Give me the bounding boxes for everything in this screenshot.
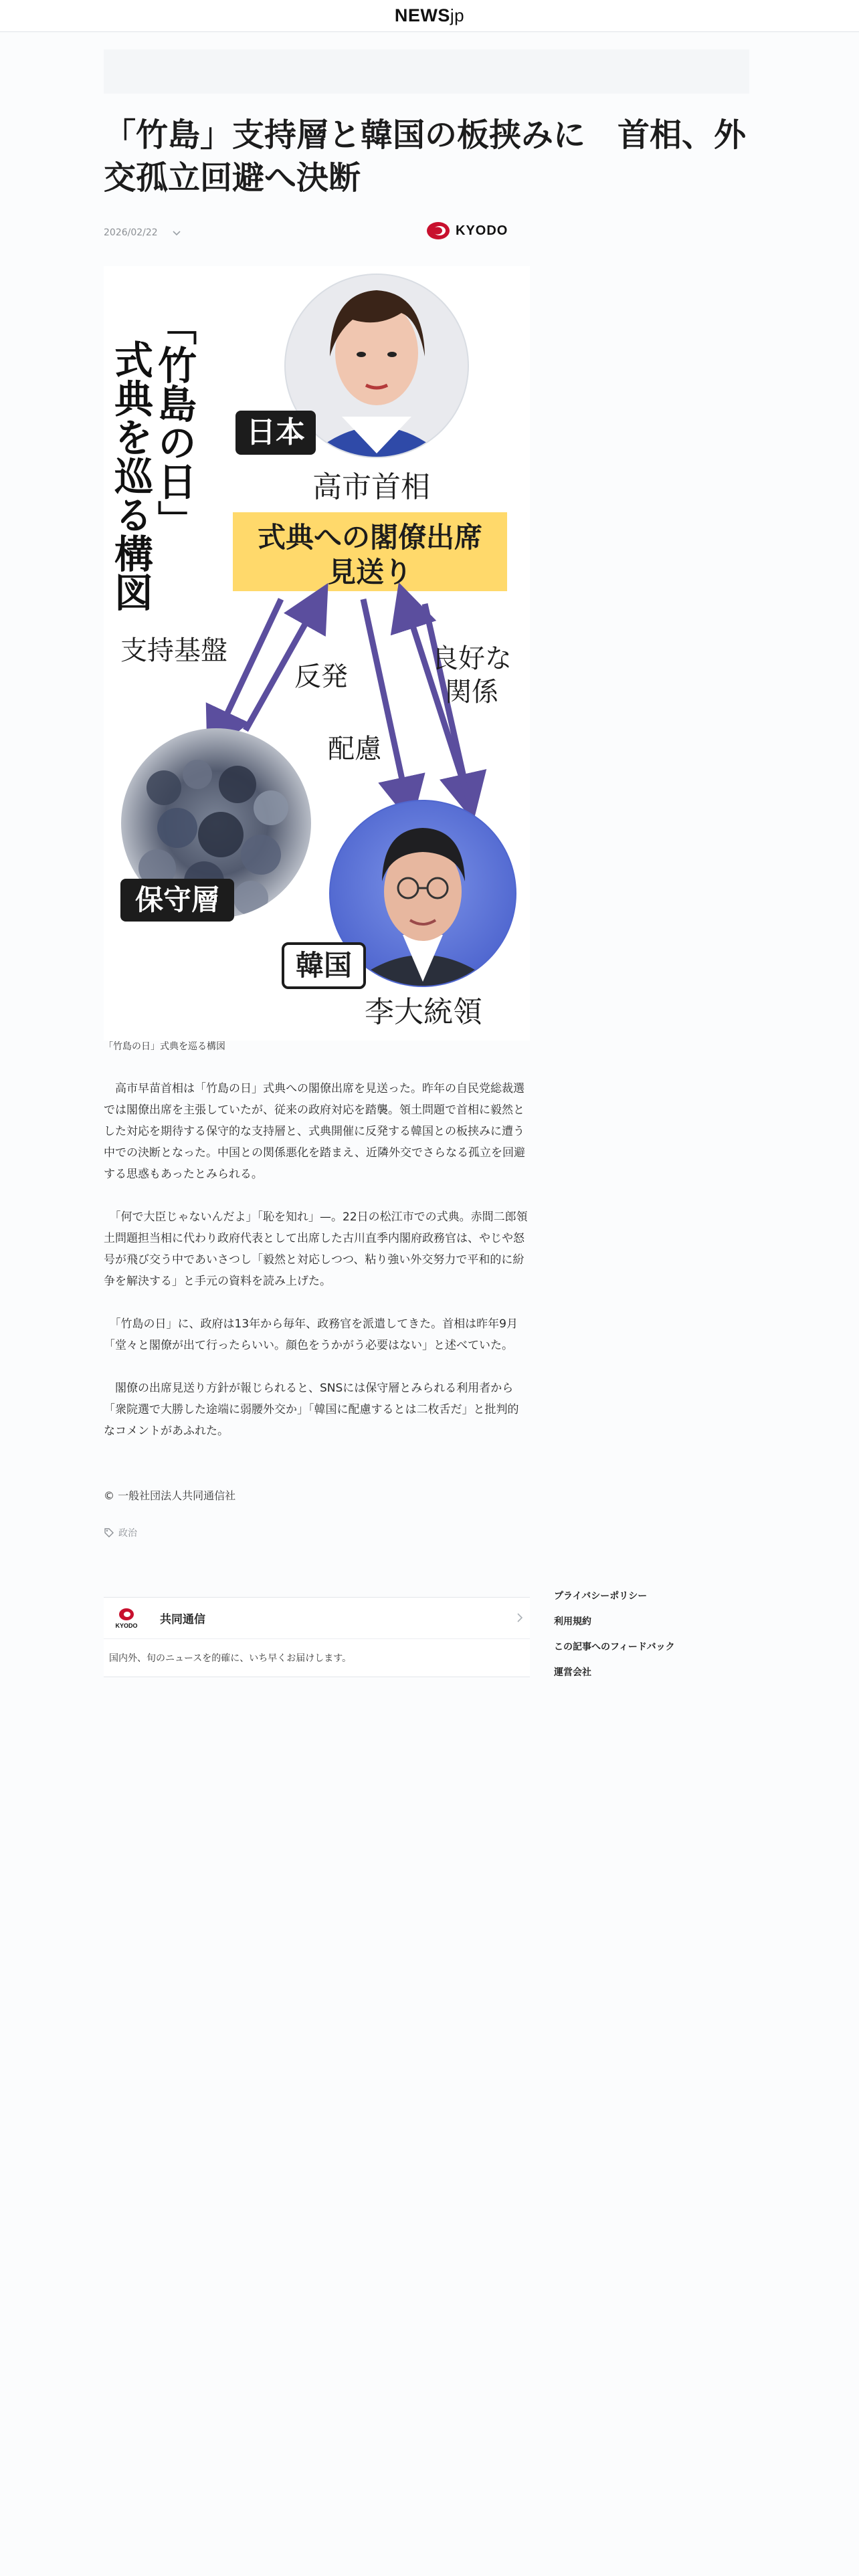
article-image bbox=[104, 266, 530, 1041]
backlash-label: 反発 bbox=[294, 661, 348, 692]
operator-link[interactable]: 運営会社 bbox=[554, 1667, 591, 1678]
provider-description: 国内外、旬のニュースを的確に、いち早くお届けします。 bbox=[109, 1653, 352, 1664]
good-relations-line2: 関係 bbox=[445, 677, 498, 708]
tag-link[interactable] bbox=[104, 1526, 137, 1539]
feedback-link[interactable]: この記事へのフィードバック bbox=[554, 1642, 675, 1652]
ad-band bbox=[104, 49, 749, 94]
good-relations-line1: 良好な bbox=[432, 643, 512, 674]
svg-text:保守層: 保守層 bbox=[134, 883, 220, 916]
support-base-label: 支持基盤 bbox=[120, 635, 227, 666]
pm-label: 高市首相 bbox=[312, 470, 430, 504]
tag-label: 政治 bbox=[118, 1528, 137, 1539]
conservatives-badge bbox=[120, 879, 234, 922]
provider-link[interactable] bbox=[104, 1598, 530, 1639]
provider-logo[interactable] bbox=[426, 221, 508, 241]
president-label: 李大統領 bbox=[365, 995, 482, 1029]
decision-box bbox=[233, 512, 507, 591]
provider-logo-text: KYODO bbox=[456, 223, 508, 238]
svg-text:韓国: 韓国 bbox=[295, 949, 353, 982]
top-bar bbox=[0, 0, 859, 32]
paragraph-4: 閣僚の出席見送り方針が報じられると、SNSには保守層とみられる利用者から「衆院選で大勝した途端に弱腰外交か」「韓国に配慮するとは二枚舌だ」と批判的なコメントがあふれた。 bbox=[104, 1382, 519, 1438]
japan-badge bbox=[235, 411, 316, 455]
copyright: © 一般社団法人共同通信社 bbox=[104, 1489, 236, 1502]
article-title: 「竹島」支持層と韓国の板挟みに 首相、外交孤立回避へ決断 bbox=[104, 116, 747, 197]
decision-line1: 式典への閣僚出席 bbox=[257, 521, 483, 554]
provider-name: 共同通信 bbox=[160, 1613, 205, 1626]
article-body bbox=[104, 1078, 530, 1463]
decision-line2: 見送り bbox=[327, 556, 413, 588]
terms-link[interactable]: 利用規約 bbox=[554, 1616, 591, 1627]
chevron-down-icon[interactable] bbox=[171, 227, 182, 238]
publish-date: 2026/02/22 bbox=[104, 227, 158, 238]
article-meta bbox=[104, 219, 508, 246]
kyodo-mini-logo-icon bbox=[112, 1605, 141, 1632]
logo-news: NEWS bbox=[394, 5, 450, 25]
paragraph-1: 高市早苗首相は「竹島の日」式典への閣僚出席を見送った。昨年の自民党総裁選では閣僚出席を主張していたが、従来の政府対応を踏襲。領土問題で首相に毅然とした対応を期待する保守的な支持層と、式典開催に反発する韓国との板挟みに遭う中での決断となった。中国との関係悪化を踏まえ、近隣外交でさらなる孤立を回避する思惑もあったとみられる。 bbox=[104, 1082, 526, 1181]
paragraph-2: 「何で大臣じゃないんだよ」「恥を知れ」—。22日の松江市での式典。赤間二郎領土問題担当相に代わり政府代表として出席した古川直季内閣府政務官は、やじや怒号が飛び交う中であいさつし「毅然と対応しつつ、粘り強い外交努力で平和的に紛争を解決する」と手元の資料を読み上げた。 bbox=[104, 1210, 528, 1288]
tag-icon bbox=[104, 1527, 114, 1538]
vertical-title-line2: 式典を巡る構図 bbox=[108, 340, 153, 611]
site-logo[interactable] bbox=[395, 5, 464, 26]
svg-text:日本: 日本 bbox=[246, 415, 305, 449]
provider-card bbox=[104, 1597, 530, 1677]
paragraph-3: 「竹島の日」に、政府は13年から毎年、政務官を派遣してきた。首相は昨年9月「堂々と閣僚が出て行ったらいい。顔色をうかがう必要はない」と述べていた。 bbox=[104, 1317, 518, 1352]
kyodo-logo-icon bbox=[426, 221, 453, 241]
logo-jp: jp bbox=[450, 5, 465, 25]
svg-text:KYODO: KYODO bbox=[115, 1622, 138, 1629]
privacy-policy-link[interactable]: プライバシーポリシー bbox=[554, 1591, 648, 1602]
chevron-right-icon bbox=[514, 1612, 526, 1624]
consideration-label: 配慮 bbox=[328, 734, 381, 764]
image-caption: 「竹島の日」式典を巡る構図 bbox=[104, 1041, 225, 1052]
footer-links bbox=[554, 1584, 755, 1685]
vertical-title-line1: 「竹島の日」 bbox=[151, 306, 197, 539]
korea-badge bbox=[283, 944, 365, 988]
